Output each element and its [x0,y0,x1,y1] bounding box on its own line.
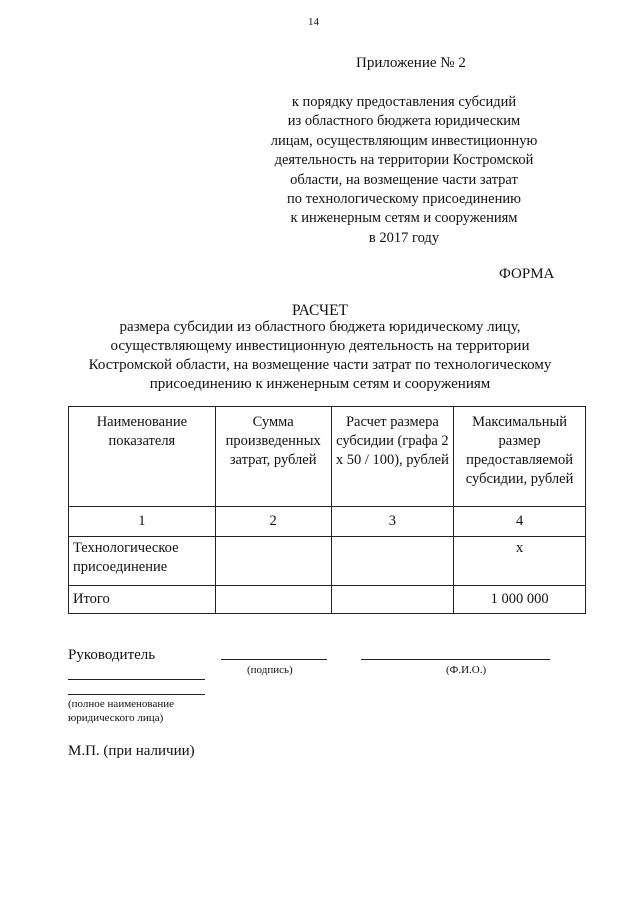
subtitle-line: осуществляющему инвестиционную деятельность на территории [110,338,530,354]
org-name-caption [68,697,174,725]
table-cell [215,537,331,586]
table-header-cell: Расчет размера субсидии (графа 2 x 50 / 100), рублей [331,407,454,507]
org-caption-line: юридического лица) [68,712,164,724]
appendix-line: в 2017 году [368,229,440,246]
table-row [69,586,586,614]
appendix-description [240,93,568,248]
column-number: 4 [454,507,586,537]
column-number-row [69,507,586,537]
appendix-line: по технологическому присоединению [287,191,521,208]
signature-caption: (подпись) [247,664,293,676]
subtitle-line: размера субсидии из областного бюджета юридическому лицу, [119,319,521,335]
table-header-cell: Сумма произведенных затрат, рублей [215,407,331,507]
table-cell: x [454,537,586,586]
stamp-label: М.П. (при наличии) [68,743,195,759]
table-cell [331,537,454,586]
column-number: 1 [69,507,216,537]
appendix-line: к инженерным сетям и сооружениям [290,210,518,227]
table-cell: Технологическое присоединение [69,537,216,586]
page-number: 14 [308,16,319,28]
fio-caption: (Ф.И.О.) [446,664,487,676]
appendix-line: деятельность на территории Костромской [274,152,534,169]
fio-line [361,659,550,660]
table-row [69,537,586,586]
column-number: 2 [215,507,331,537]
appendix-line: к порядку предоставления субсидий [291,94,517,110]
calculation-table [68,406,586,614]
column-number: 3 [331,507,454,537]
form-label: ФОРМА [499,266,555,282]
table-header-cell: Наименование показателя [69,407,216,507]
table-cell [331,586,454,614]
table-cell [215,586,331,614]
table-header-row [69,407,586,507]
org-caption-line: (полное наименование [68,698,175,710]
org-name-line [68,679,205,680]
subtitle-line: Костромской области, на возмещение части затрат по технологическому [88,357,552,373]
table-header-cell: Максимальный размер предоставляемой субсидии, рублей [454,407,586,507]
appendix-line: из областного бюджета юридическим [287,113,521,130]
table-cell: 1 000 000 [454,586,586,614]
table-cell: Итого [69,586,216,614]
signature-line [221,659,327,660]
org-name-line [68,694,205,695]
head-label: Руководитель [68,647,156,663]
appendix-line: области, на возмещение части затрат [290,171,518,188]
subtitle-line: присоединению к инженерным сетям и сооружениям [149,376,491,392]
document-title: РАСЧЕТ [291,302,349,319]
appendix-line: лицам, осуществляющим инвестиционную [270,132,538,149]
appendix-title: Приложение № 2 [356,55,466,71]
document-subtitle [60,318,580,394]
